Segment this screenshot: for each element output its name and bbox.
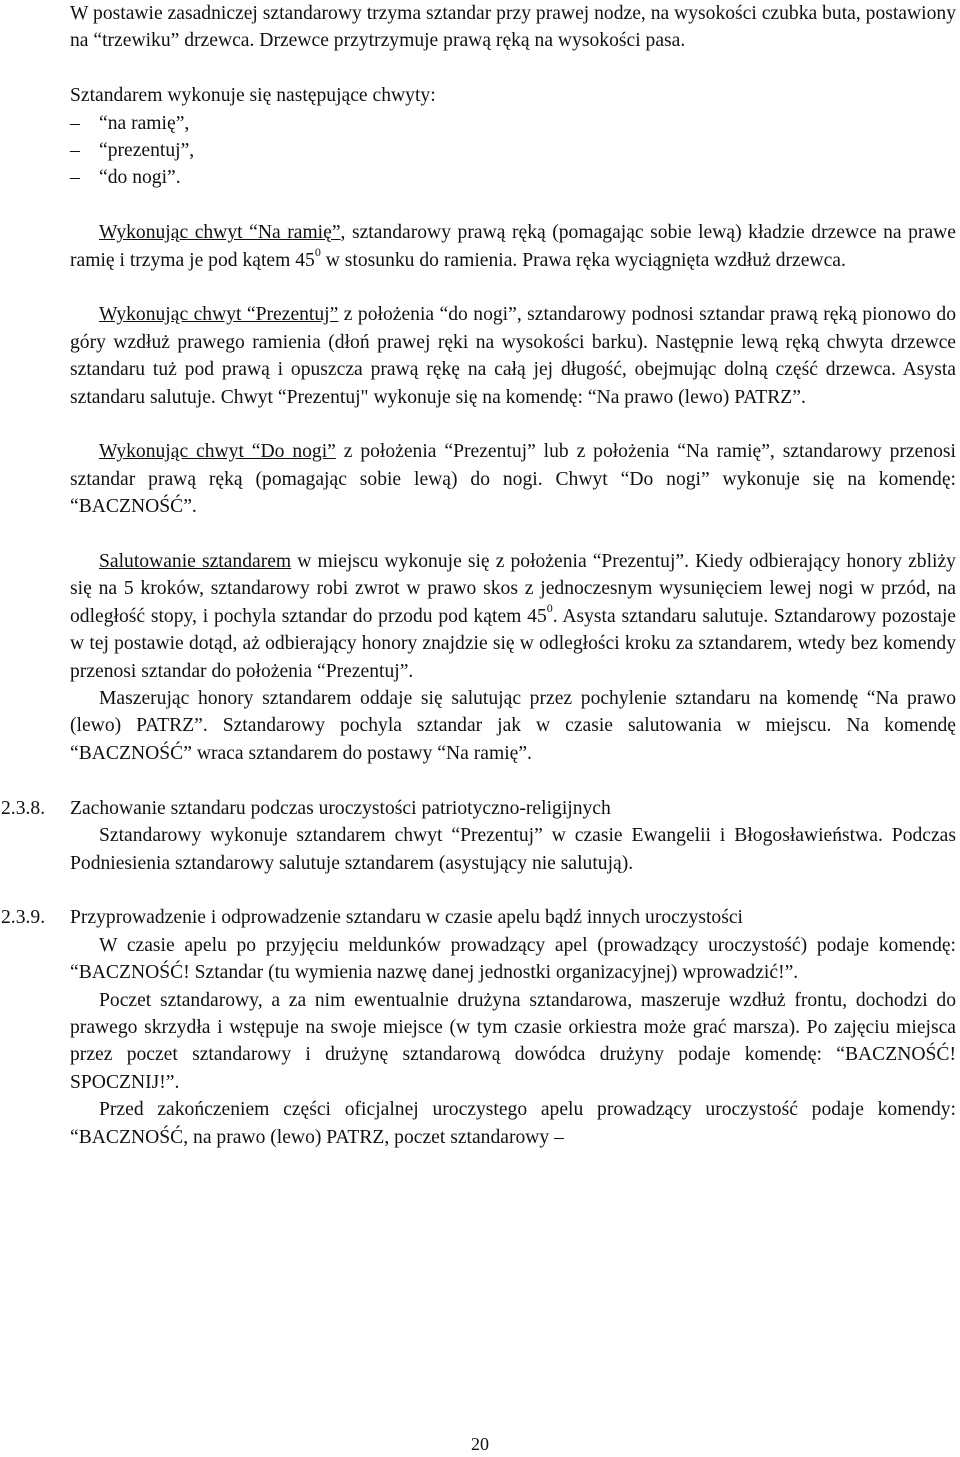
paragraph-na-ramie: Wykonując chwyt “Na ramię”, sztandarowy prawą ręką (pomagając sobie lewą) kładzie drzewce na prawe ramię i trzyma je pod kątem $45^0$ w stosunku do ramienia. Prawa ręka wyciągnięta wzdłuż drzewca. — [70, 222, 956, 271]
section-heading-239 — [1, 904, 956, 931]
paragraph-intro: W postawie zasadniczej sztandarowy trzyma sztandar przy prawej nodze, na wysokości czubka buta, postawiony na “trzewiku” drzewca. Drzewce przytrzymuje prawą ręką na wysokości pasa. — [70, 3, 956, 52]
document-body — [1, 0, 956, 1151]
section-number: 2.3.9. — [1, 907, 46, 929]
list-item — [70, 137, 956, 164]
dash-bullet: – — [70, 140, 80, 162]
paragraph-salutowanie: Salutowanie sztandarem w miejscu wykonuje się z położenia “Prezentuj”. Kiedy odbierający honory zbliży się na 5 kroków, sztandarowy robi zwrot w prawo skos z jednoczesnym wysunięciem lewej nogi w przód, na odległość stopy, i pochyla sztandar do przodu pod kątem $45^0$. Asysta sztandaru salutuje. Sztandarowy pozostaje w tej postawie dotąd, aż odbierający honory znajdzie się w odległości kroku za sztandarem, wtedy bez komendy przenosi sztandar do położenia “Prezentuj”. — [70, 551, 956, 682]
section-title: Przyprowadzenie i odprowadzenie sztandaru w czasie apelu bądź innych uroczystości — [70, 907, 743, 929]
grips-intro: Sztandarem wykonuje się następujące chwyty: — [70, 85, 436, 107]
paragraph-lead: Salutowanie sztandarem — [99, 551, 292, 573]
section-number: 2.3.8. — [1, 797, 46, 819]
superscript: 0 — [314, 245, 321, 260]
paragraph-do-nogi: Wykonując chwyt “Do nogi” z położenia “Prezentuj” lub z położenia “Na ramię”, sztandarowy przenosi sztandar prawą ręką (pomagając sobie lewą) do nogi. Chwyt “Do nogi” wykonuje się na komendę: “BACZNOŚĆ”. — [70, 441, 956, 518]
list-item — [70, 164, 956, 191]
list-item-text: “do nogi”. — [99, 167, 181, 189]
paragraph-238-1: Sztandarowy wykonuje sztandarem chwyt “Prezentuj” w czasie Ewangelii i Błogosławieństwa. Podczas Podniesienia sztandarowy salutuje sztandarem (asystujący nie salutują). — [70, 825, 956, 874]
superscript: 0 — [546, 601, 553, 616]
paragraph-239-2: Poczet sztandarowy, a za nim ewentualnie drużyna sztandarowa, maszeruje wzdłuż frontu, dochodzi do prawego skrzydła i wstępuje na swoje miejsce (w tym czasie orkiestra może grać marsza). Po zajęciu miejsca przez poczet sztandarowy i drużynę sztandarową dowódca drużyny podaje komendę: “BACZNOŚĆ! SPOCZNIJ!”. — [70, 989, 956, 1093]
paragraph-lead: Wykonując chwyt “Na ramię” — [99, 222, 341, 244]
page-number: 20 — [471, 1434, 489, 1454]
paragraph-maszerujac: Maszerując honory sztandarem oddaje się salutując przez pochylenie sztandaru na komendę “Na prawo (lewo) PATRZ”. Sztandarowy pochyla sztandar jak w czasie salutowania w miejscu. Na komendę “BACZNOŚĆ” wraca sztandarem do postawy “Na ramię”. — [70, 688, 956, 764]
dash-bullet: – — [70, 167, 80, 189]
list-item-text: “prezentuj”, — [99, 140, 195, 162]
paragraph-prezentuj: Wykonując chwyt “Prezentuj” z położenia “do nogi”, sztandarowy podnosi sztandar prawą ręką pionowo do góry wzdłuż prawego ramienia (dłoń prawej ręki na wysokości barku). Następnie lewą ręką chwyta drzewce sztandaru tuż pod prawą i opuszcza prawą rękę na całą jej długość, obejmując dolną część drzewca. Asysta sztandaru salutuje. Chwyt “Prezentuj" wykonuje się na komendę: “Na prawo (lewo) PATRZ”. — [70, 304, 956, 408]
section-heading-238 — [1, 795, 956, 822]
paragraph-239-1: W czasie apelu po przyjęciu meldunków prowadzący apel (prowadzący uroczystość) podaje komendę: “BACZNOŚĆ! Sztandar (tu wymienia nazwę danej jednostki organizacyjnej) wprowadzić!”. — [70, 934, 956, 984]
paragraph-239-3: Przed zakończeniem części oficjalnej uroczystego apelu prowadzący uroczystość podaje komendy: “BACZNOŚĆ, na prawo (lewo) PATRZ, poczet sztandarowy – — [70, 1099, 956, 1148]
list-item-text: “na ramię”, — [99, 112, 190, 134]
paragraph-lead: Wykonując chwyt “Prezentuj” — [99, 304, 339, 326]
dash-bullet: – — [70, 112, 80, 134]
section-title: Zachowanie sztandaru podczas uroczystości patriotyczno-religijnych — [70, 797, 611, 819]
paragraph-lead: Wykonując chwyt “Do nogi” — [99, 441, 336, 463]
list-item — [70, 110, 956, 137]
